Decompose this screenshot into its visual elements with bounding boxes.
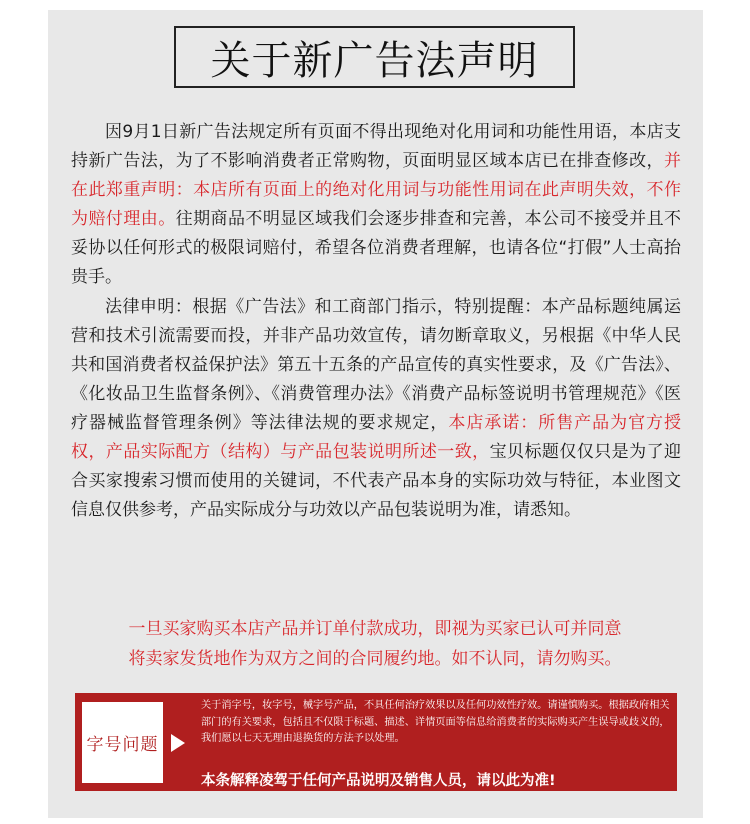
purchase-notice xyxy=(60,614,690,674)
statement-body xyxy=(71,118,681,525)
ad-law-text-continued: 往期商品不明显区域我们会逐步排查和完善，本公司不接受并且不妥协以任何形式的极限词赔付，希望各位消费者理解，也请各位“打假”人士高抬贵手。 xyxy=(71,209,682,288)
purchase-notice-line-1: 一旦买家购买本店产品并订单付款成功，即视为买家已认可并同意 xyxy=(128,619,622,639)
license-number-banner xyxy=(75,693,677,791)
page-title: 关于新广告法声明 xyxy=(174,26,575,88)
ad-law-text: 因9月1日新广告法规定所有页面不得出现绝对化用词和功能性用语，本店支持新广告法，为了不影响消费者正常购物，页面明显区域本店已在排查修改， xyxy=(71,122,681,172)
paragraph-ad-law xyxy=(71,118,681,293)
store-promise: 本店承诺：所售产品为官方授权，产品实际配方（结构）与产品包装说明所述一致， xyxy=(71,412,682,463)
banner-tag: 字号问题 xyxy=(82,702,163,783)
banner-description: 关于消字号，妆字号，械字号产品，不具任何治疗效果以及任何功效性疗效。请谨慎购买。根据政府相关部门的有关要求，包括且不仅限于标题、描述、详情页面等信息给消费者的实际购买产生误导或歧义的，我们愿以七天无理由退换货的方法予以处理。 xyxy=(201,700,670,744)
purchase-notice-line-2: 将卖家发货地作为双方之间的合同履约地。如不认同，请勿购买。 xyxy=(128,649,622,669)
legal-statement-text: 法律申明：根据《广告法》和工商部门指示，特别提醒：本产品标题纯属运营和技术引流需要而投，并非产品功效宣传，请勿断章取义，另根据《中华人民共和国消费者权益保护法》第五十五条的产品宣传的真实性要求，及《广告法》、《化妆品卫生监督条例》、《消费管理办法》《消费产品标签说明书管理规范》《医疗器械监督管理条例》等法律法规的要求规定， xyxy=(71,296,681,433)
triangle-arrow-icon xyxy=(171,734,185,752)
banner-disclaimer: 本条解释凌驾于任何产品说明及销售人员，请以此为准! xyxy=(201,773,556,789)
ad-law-declaration: 并在此郑重声明：本店所有页面上的绝对化用词与功能性用词在此声明失效，不作为赔付理由。 xyxy=(71,151,681,230)
legal-statement-text-continued: 宝贝标题仅仅只是为了迎合买家搜索习惯而使用的关键词，不代表产品本身的实际功效与特征，本业图文信息仅供参考，产品实际成分与功效以产品包装说明为准，请悉知。 xyxy=(71,442,682,521)
paragraph-legal-statement xyxy=(71,293,681,526)
